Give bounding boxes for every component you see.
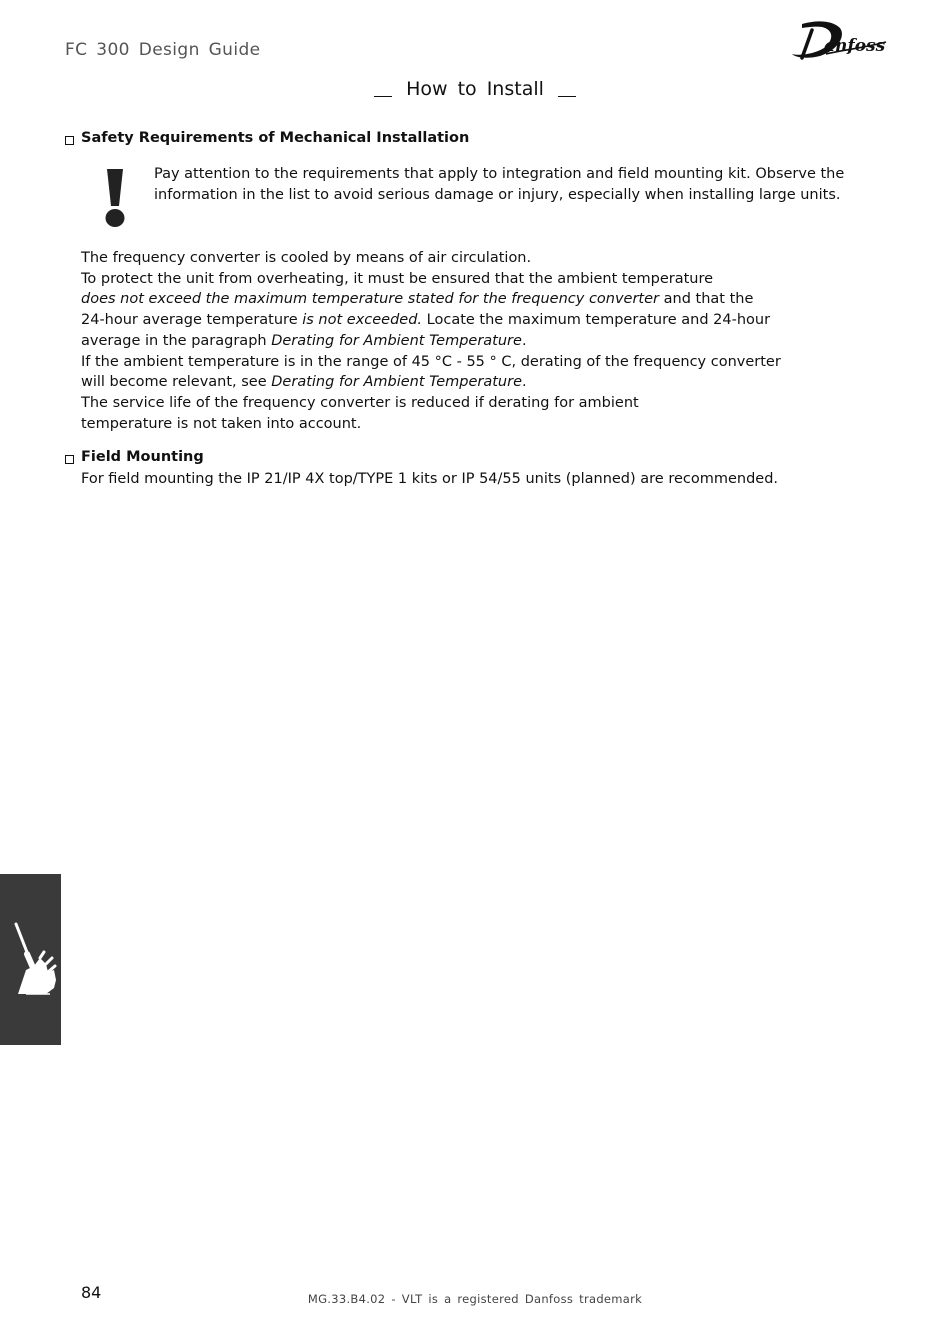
exclamation-warning-icon <box>103 167 127 229</box>
document-title: FC 300 Design Guide <box>65 40 261 60</box>
body-line: To protect the unit from overheating, it must be ensured that the ambient temperature <box>81 270 714 287</box>
warning-line: Pay attention to the requirements that apply to integration and field mounting kit. Observe the <box>154 166 845 182</box>
body-text: . <box>522 374 527 391</box>
svg-text:anfoss: anfoss <box>824 36 886 56</box>
body-line <box>81 372 841 393</box>
section-header <box>0 78 950 100</box>
body-line <box>81 331 841 352</box>
bullet-square-icon <box>65 136 74 145</box>
field-mounting-heading: Field Mounting <box>81 449 204 465</box>
body-text: . <box>521 332 527 349</box>
body-paragraph <box>81 248 841 434</box>
body-text: will become relevant, see <box>81 374 272 391</box>
section-title: How to Install <box>406 78 544 100</box>
body-line: If the ambient temperature is in the range of 45 °C - 55 ° C, derating of the frequency converter <box>81 353 781 370</box>
emphasis-text: is not exceeded. <box>302 312 423 329</box>
body-line <box>81 310 841 331</box>
bullet-square-icon <box>65 455 74 464</box>
reference-link-text: Derating for Ambient Temperature <box>271 332 522 349</box>
body-text: Locate the maximum temperature and 24-hour <box>422 312 771 329</box>
header-rule-right <box>558 96 576 97</box>
header-rule-left <box>374 96 392 97</box>
chapter-side-tab <box>0 874 61 1045</box>
body-text: average in the paragraph <box>81 332 272 349</box>
body-text: 24-hour average temperature <box>81 312 303 329</box>
page-number: 84 <box>81 1283 102 1302</box>
warning-text <box>154 164 874 205</box>
emphasis-text: does not exceed the maximum temperature stated for the frequency converter <box>81 291 660 308</box>
footer-text: MG.33.B4.02 - VLT is a registered Danfoss trademark <box>307 1292 643 1306</box>
safety-heading: Safety Requirements of Mechanical Installation <box>81 130 470 146</box>
field-mounting-text: For field mounting the IP 21/IP 4X top/TYPE 1 kits or IP 54/55 units (planned) are recommended. <box>81 471 779 487</box>
body-text: and that the <box>659 291 754 308</box>
body-line: The frequency converter is cooled by means of air circulation. <box>81 250 532 266</box>
reference-link-text: Derating for Ambient Temperature <box>271 374 522 391</box>
body-line: temperature is not taken into account. <box>81 415 362 432</box>
screwdriver-hand-icon <box>0 874 61 1045</box>
warning-line: information in the list to avoid serious damage or injury, especially when installing large units. <box>154 186 841 203</box>
body-line: The service life of the frequency converter is reduced if derating for ambient <box>81 394 639 411</box>
danfoss-logo <box>788 18 888 62</box>
body-line <box>81 289 841 310</box>
